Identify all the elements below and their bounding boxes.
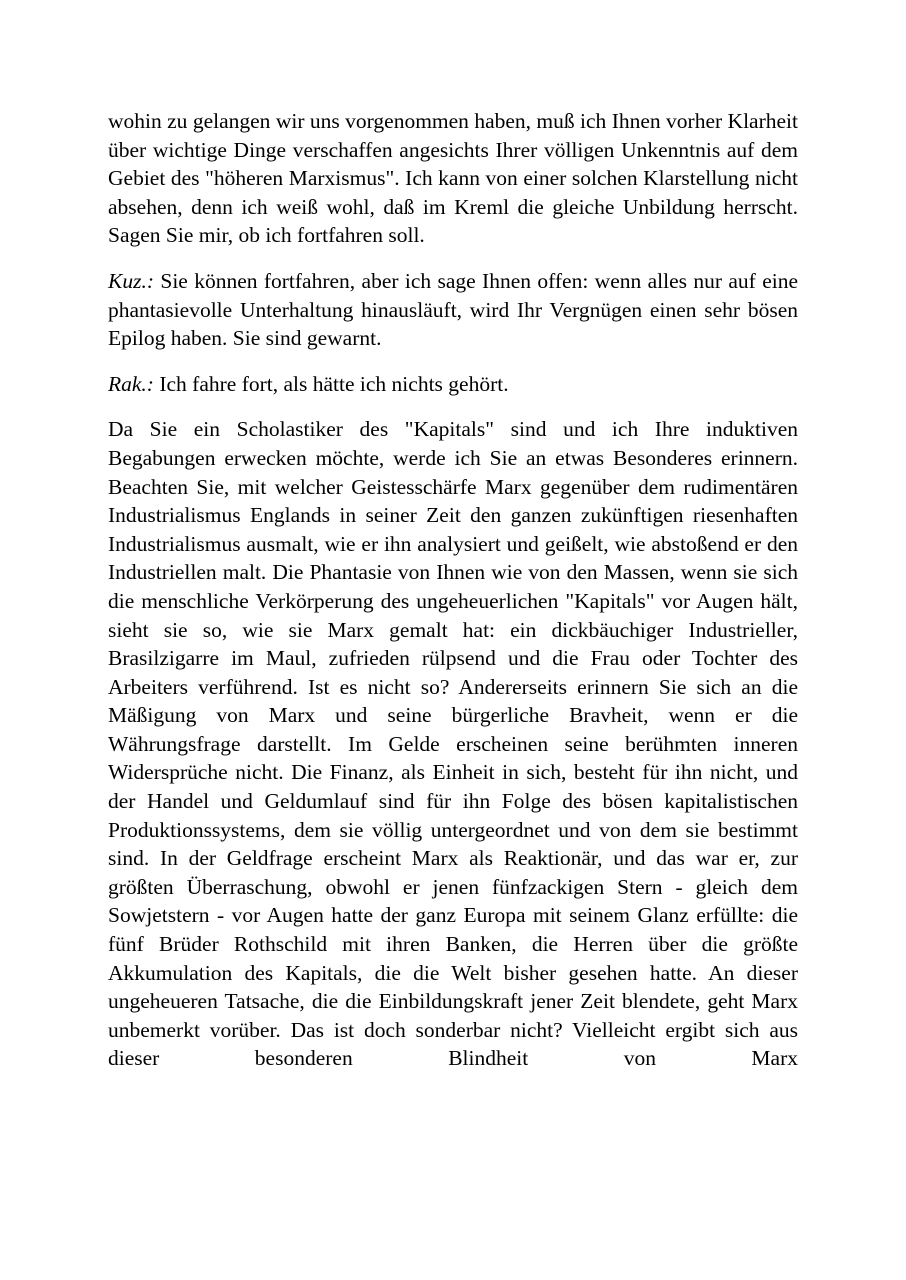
paragraph-4-text: Da Sie ein Scholastiker des "Kapitals" sind und ich Ihre induktiven Begabungen erwecken möchte, werde ich Sie an etwas Besonderes erinnern. Beachten Sie, mit welcher Geistesschärfe Marx gegenüber dem rudimentären Industrialismus Englands in seiner Zeit den ganzen zukünftigen riesenhaften Industrialismus ausmalt, wie er ihn analysiert und geißelt, wie abstoßend er den Industriellen malt. Die Phantasie von Ihnen wie von den Massen, wenn sie sich die menschliche Verkörperung des ungeheuerlichen "Kapitals" vor Augen hält, sieht sie so, wie sie Marx gemalt hat: ein dickbäuchiger Industrieller, Brasilzigarre im Maul, zufrieden rülpsend und die Frau oder Tochter des Arbeiters verführend. Ist es nicht so? Andererseits erinnern Sie sich an die Mäßigung von Marx und seine bürgerliche Bravheit, wenn er die Währungsfrage darstellt. Im Gelde erscheinen seine berühmten inneren Widersprüche nicht. Die Finanz, als Einheit in sich, besteht für ihn nicht, und der Handel und Geldumlauf sind für ihn Folge des bösen kapitalistischen Produktionssystems, dem sie völlig untergeordnet und von dem sie bestimmt sind. In der Geldfrage erscheint Marx als Reaktionär, und das war er, zur größten Überraschung, obwohl er jenen fünfzackigen Stern - gleich dem Sowjetstern - vor Augen hatte der ganz Europa mit seinem Glanz erfüllte: die fünf Brüder Rothschild mit ihren Banken, die Herren über die größte Akkumulation des Kapitals, die die Welt bisher gesehen hatte. An dieser ungeheueren Tatsache, die die Einbildungskraft jener Zeit blendete, geht Marx unbemerkt vorüber. Das ist doch sonderbar nicht? Vielleicht ergibt sich aus dieser besonderen Blindheit von Marx (108, 417, 798, 1071)
paragraph-1 (108, 107, 798, 250)
paragraph-3-text: Ich fahre fort, als hätte ich nichts gehört. (153, 371, 509, 396)
paragraph-4 (108, 415, 798, 1101)
paragraph-1-text: wohin zu gelangen wir uns vorgenommen haben, muß ich Ihnen vorher Klarheit über wichtige Dinge verschaffen angesichts Ihrer völligen Unkenntnis auf dem Gebiet des "höheren Marxismus". Ich kann von einer solchen Klarstellung nicht absehen, denn ich weiß wohl, daß im Kreml die gleiche Unbildung herrscht. Sagen Sie mir, ob ich fortfahren soll. (108, 109, 798, 248)
page-text-block (108, 107, 798, 1102)
paragraph-2 (108, 267, 798, 353)
paragraph-3 (108, 370, 798, 399)
speaker-label-kuz: Kuz.: (108, 268, 154, 293)
speaker-label-rak: Rak.: (108, 371, 154, 396)
paragraph-2-text: Sie können fortfahren, aber ich sage Ihnen offen: wenn alles nur auf eine phantasievolle Unterhaltung hinausläuft, wird Ihr Vergnügen einen sehr bösen Epilog haben. Sie sind gewarnt. (108, 268, 798, 351)
